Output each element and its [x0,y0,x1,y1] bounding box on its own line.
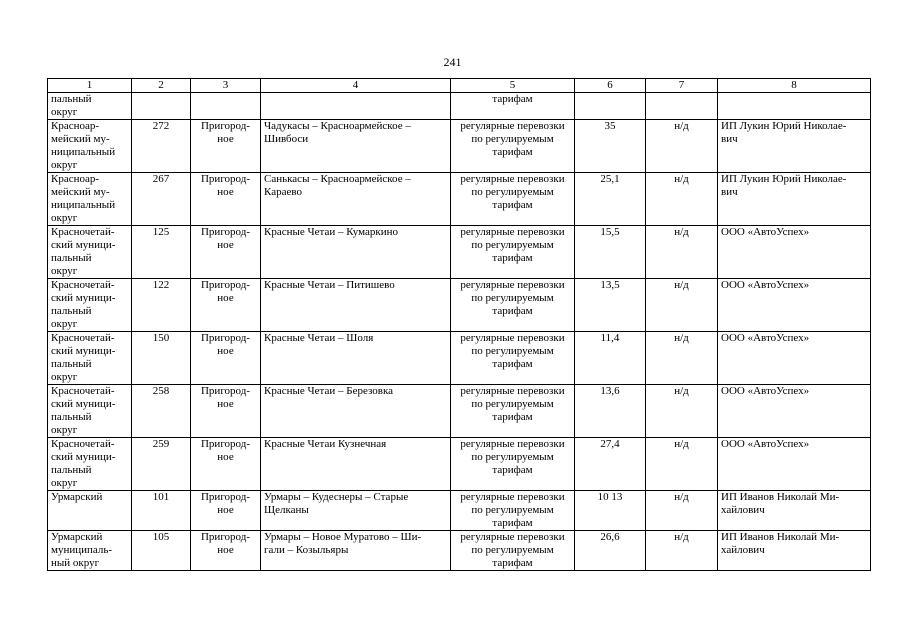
table-row [48,385,871,438]
vehicles-cell: н/д [646,226,718,279]
district-cell [48,385,132,438]
header-row [48,79,871,93]
carrier-cell [718,332,871,385]
cell-line: Красночетай- [51,332,115,344]
table-row [48,438,871,491]
cell-line: Красные Четаи – Питишево [264,279,395,291]
cell-line: Санькасы – Красноармейское – [264,173,411,185]
cell-line: округ [51,265,78,277]
cell-line: Пригород- [200,332,250,344]
cell-line: Красные Четаи – Кумаркино [264,226,399,238]
cell-line: тарифам [492,464,533,476]
cell-line: регулярные перевозки [460,438,565,450]
route-type-cell [191,279,261,332]
table-row [48,226,871,279]
table-row [48,279,871,332]
cell-line: Пригород- [200,531,250,543]
route-type-cell [191,226,261,279]
cell-line: ИП Иванов Николай Ми- [721,531,840,543]
cell-line: пальный [51,93,92,105]
table-row [48,173,871,226]
cell-line: округ [51,318,78,330]
cell-line: регулярные перевозки [460,385,565,397]
cell-line: Пригород- [200,385,250,397]
cell-line: мейский му- [51,133,110,145]
cell-line: регулярные перевозки [460,120,565,132]
cell-line: тарифам [492,146,533,158]
cell-line: тарифам [492,517,533,529]
cell-line: регулярные перевозки [460,173,565,185]
cell-line: ООО «АвтоУспех» [721,279,810,291]
route-name-cell [261,279,451,332]
distance-cell: 11,4 [575,332,646,385]
district-cell [48,491,132,531]
route-number-cell: 150 [132,332,191,385]
cell-line: Пригород- [200,438,250,450]
cell-line: тарифам [492,305,533,317]
distance-cell: 25,1 [575,173,646,226]
carrier-cell [718,173,871,226]
header-cell: 8 [718,79,871,93]
cell-line: ный округ [51,557,100,569]
distance-cell [575,93,646,120]
route-number-cell: 105 [132,531,191,571]
district-cell [48,120,132,173]
district-cell [48,93,132,120]
cell-line: округ [51,212,78,224]
table-row [48,531,871,571]
cell-line: пальный [51,358,92,370]
distance-cell: 13,6 [575,385,646,438]
cell-line: вич [721,133,738,145]
distance-cell: 26,6 [575,531,646,571]
route-number-cell: 258 [132,385,191,438]
route-name-cell [261,438,451,491]
cell-line: округ [51,424,78,436]
cell-line: ИП Иванов Николай Ми- [721,491,840,503]
cell-line: ниципальный [51,146,116,158]
header-cell: 2 [132,79,191,93]
cell-line: ООО «АвтоУспех» [721,438,810,450]
cell-line: регулярные перевозки [460,531,565,543]
vehicles-cell: н/д [646,279,718,332]
cell-line: по регулируемым [471,133,554,145]
cell-line: гали – Козыльяры [264,544,349,556]
route-name-cell [261,173,451,226]
cell-line: Красные Четаи – Березовка [264,385,394,397]
table-row [48,332,871,385]
carrier-cell [718,438,871,491]
distance-cell: 15,5 [575,226,646,279]
cell-line: по регулируемым [471,544,554,556]
page-number: 241 [443,55,462,69]
route-type-cell [191,120,261,173]
cell-line: регулярные перевозки [460,491,565,503]
cell-line: Красные Четаи Кузнечная [264,438,387,450]
distance-cell: 10 13 [575,491,646,531]
transport-type-cell [451,279,575,332]
cell-line: тарифам [492,411,533,423]
route-number-cell: 272 [132,120,191,173]
cell-line: Красночетай- [51,279,115,291]
cell-line: ное [217,133,234,145]
cell-line: Красные Четаи – Шоля [264,332,374,344]
header-cell: 1 [48,79,132,93]
cell-line: ский муници- [51,239,116,251]
cell-line: тарифам [492,93,533,105]
cell-line: хайлович [721,544,765,556]
distance-cell: 13,5 [575,279,646,332]
cell-line: Красночетай- [51,438,115,450]
vehicles-cell: н/д [646,385,718,438]
route-name-cell [261,531,451,571]
cell-line: Пригород- [200,173,250,185]
cell-line: тарифам [492,358,533,370]
district-cell [48,173,132,226]
route-type-cell [191,491,261,531]
route-name-cell [261,226,451,279]
cell-line: тарифам [492,199,533,211]
cell-line: хайлович [721,504,765,516]
table-row [48,491,871,531]
route-name-cell [261,93,451,120]
route-type-cell [191,173,261,226]
carrier-cell [718,385,871,438]
route-type-cell [191,531,261,571]
cell-line: ное [217,398,234,410]
carrier-cell [718,120,871,173]
cell-line: ООО «АвтоУспех» [721,226,810,238]
header-cell: 7 [646,79,718,93]
district-cell [48,438,132,491]
cell-line: Красноар- [51,173,100,185]
route-type-cell [191,332,261,385]
carrier-cell [718,226,871,279]
cell-line: ский муници- [51,292,116,304]
header-cell: 5 [451,79,575,93]
vehicles-cell [646,93,718,120]
vehicles-cell: н/д [646,491,718,531]
cell-line: пальный [51,252,92,264]
cell-line: по регулируемым [471,398,554,410]
transport-type-cell [451,438,575,491]
cell-line: тарифам [492,252,533,264]
cell-line: ное [217,345,234,357]
table-row [48,93,871,120]
routes-table [47,78,871,571]
district-cell [48,226,132,279]
route-number-cell: 259 [132,438,191,491]
table-row [48,120,871,173]
cell-line: ский муници- [51,398,116,410]
route-name-cell [261,332,451,385]
cell-line: Пригород- [200,120,250,132]
route-number-cell: 101 [132,491,191,531]
cell-line: округ [51,106,78,118]
route-type-cell [191,438,261,491]
cell-line: ский муници- [51,345,116,357]
distance-cell: 27,4 [575,438,646,491]
cell-line: округ [51,371,78,383]
district-cell [48,332,132,385]
cell-line: по регулируемым [471,239,554,251]
cell-line: Пригород- [200,279,250,291]
cell-line: пальный [51,464,92,476]
header-cell: 4 [261,79,451,93]
header-cell: 3 [191,79,261,93]
carrier-cell [718,491,871,531]
cell-line: ский муници- [51,451,116,463]
cell-line: Пригород- [200,226,250,238]
transport-type-cell [451,385,575,438]
vehicles-cell: н/д [646,332,718,385]
carrier-cell [718,531,871,571]
cell-line: Урмары – Кудеснеры – Старые [264,491,409,503]
cell-line: ООО «АвтоУспех» [721,332,810,344]
route-number-cell: 125 [132,226,191,279]
transport-type-cell [451,491,575,531]
cell-line: муниципаль- [51,544,113,556]
cell-line: регулярные перевозки [460,226,565,238]
cell-line: Караево [264,186,302,198]
cell-line: Щелканы [264,504,309,516]
cell-line: ИП Лукин Юрий Николае- [721,173,847,185]
cell-line: регулярные перевозки [460,279,565,291]
cell-line: Красноар- [51,120,100,132]
route-number-cell [132,93,191,120]
distance-cell: 35 [575,120,646,173]
header-cell: 6 [575,79,646,93]
cell-line: по регулируемым [471,504,554,516]
vehicles-cell: н/д [646,173,718,226]
cell-line: ООО «АвтоУспех» [721,385,810,397]
cell-line: округ [51,159,78,171]
cell-line: ное [217,504,234,516]
transport-type-cell [451,332,575,385]
cell-line: ное [217,239,234,251]
route-name-cell [261,385,451,438]
cell-line: ное [217,544,234,556]
district-cell [48,531,132,571]
cell-line: по регулируемым [471,345,554,357]
carrier-cell [718,93,871,120]
district-cell [48,279,132,332]
cell-line: регулярные перевозки [460,332,565,344]
cell-line: Красночетай- [51,385,115,397]
cell-line: пальный [51,305,92,317]
transport-type-cell [451,531,575,571]
route-number-cell: 122 [132,279,191,332]
cell-line: ниципальный [51,199,116,211]
route-number-cell: 267 [132,173,191,226]
cell-line: мейский му- [51,186,110,198]
cell-line: ное [217,451,234,463]
transport-type-cell [451,93,575,120]
cell-line: по регулируемым [471,186,554,198]
cell-line: ное [217,186,234,198]
cell-line: Урмарский [51,531,103,543]
carrier-cell [718,279,871,332]
cell-line: Шивбоси [264,133,309,145]
cell-line: Пригород- [200,491,250,503]
transport-type-cell [451,120,575,173]
route-name-cell [261,491,451,531]
cell-line: Красночетай- [51,226,115,238]
vehicles-cell: н/д [646,120,718,173]
vehicles-cell: н/д [646,438,718,491]
route-type-cell [191,385,261,438]
cell-line: тарифам [492,557,533,569]
cell-line: округ [51,477,78,489]
cell-line: пальный [51,411,92,423]
route-type-cell [191,93,261,120]
transport-type-cell [451,173,575,226]
cell-line: по регулируемым [471,292,554,304]
cell-line: Чадукасы – Красноармейское – [264,120,411,132]
cell-line: ИП Лукин Юрий Николае- [721,120,847,132]
vehicles-cell: н/д [646,531,718,571]
cell-line: вич [721,186,738,198]
cell-line: ное [217,292,234,304]
transport-type-cell [451,226,575,279]
cell-line: по регулируемым [471,451,554,463]
route-name-cell [261,120,451,173]
cell-line: Урмары – Новое Муратово – Ши- [264,531,422,543]
cell-line: Урмарский [51,491,103,503]
